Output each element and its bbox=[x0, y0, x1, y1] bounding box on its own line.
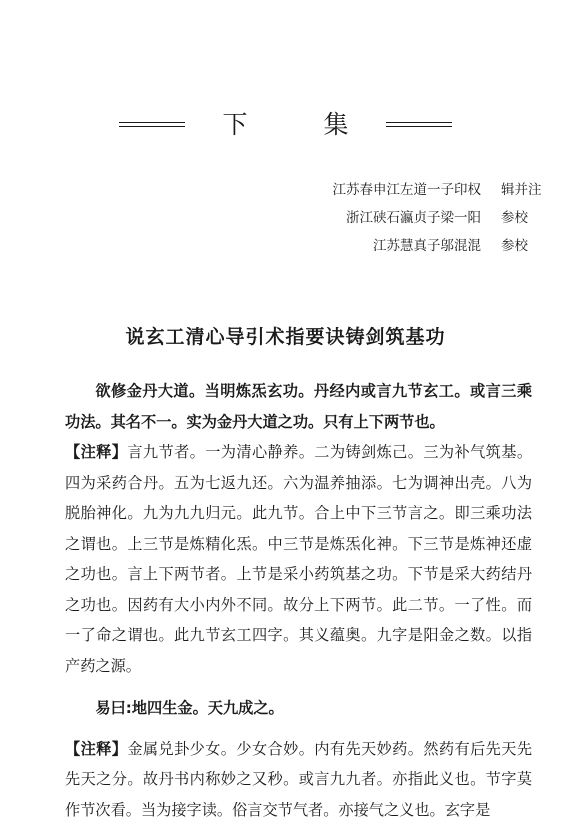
credits-block bbox=[245, 176, 545, 260]
body-text bbox=[65, 376, 532, 825]
volume-title: 下 集 bbox=[222, 109, 383, 139]
credit-role: 辑并注 bbox=[501, 182, 542, 198]
credit-name: 浙江硖石瀛贞子梁一阳 bbox=[346, 210, 481, 226]
credit-line bbox=[245, 176, 545, 204]
quote-paragraph: 易曰:地四生金。天九成之。 bbox=[95, 699, 284, 717]
annotation-paragraph bbox=[65, 437, 532, 681]
main-text-paragraph: 欲修金丹大道。当明炼炁玄功。丹经内或言九节玄工。或言三乘功法。其名不一。实为金丹大道之功。只有上下两节也。 bbox=[65, 382, 532, 431]
credit-name: 江苏春申江左道一子印权 bbox=[332, 182, 481, 198]
annotation-paragraph bbox=[65, 734, 532, 826]
volume-heading bbox=[0, 104, 571, 144]
credit-name: 江苏慧真子邬混混 bbox=[373, 238, 481, 254]
annotation-text: 言九节者。一为清心静养。二为铸剑炼己。三为补气筑基。四为采药合丹。五为七返九还。六为温养抽添。七为调神出壳。八为脱胎神化。九为九九归元。此九节。合上中下三节言之。即三乘功法之谓也。上三节是炼精化炁。中三节是炼炁化神。下三节是炼神还虚之功也。言上下两节者。上节是采小药筑基之功。下节是采大药结丹之功也。因药有大小内外不同。故分上下两节。此二节。一了性。而一了命之谓也。此九节玄工四字。其义蕴奥。九字是阳金之数。以指产药之源。 bbox=[65, 443, 533, 675]
credit-line bbox=[245, 232, 545, 260]
credit-role: 参校 bbox=[501, 238, 528, 254]
heading-rule-left bbox=[119, 122, 185, 127]
credit-line bbox=[245, 204, 545, 232]
heading-rule-right bbox=[386, 122, 452, 127]
credit-role: 参校 bbox=[501, 210, 528, 226]
annotation-label: 【注释】 bbox=[65, 443, 128, 461]
annotation-text: 金属兑卦少女。少女合妙。内有先天妙药。然药有后先天先先天之分。故丹书内称妙之又秒。或言九九者。亦指此义也。节字莫作节次看。当为接字读。俗言交节气者。亦接气之义也。玄字是 bbox=[65, 739, 533, 819]
annotation-label: 【注释】 bbox=[65, 739, 128, 758]
chapter-title: 说玄工清心导引术指要诀铸剑筑基功 bbox=[125, 326, 446, 348]
